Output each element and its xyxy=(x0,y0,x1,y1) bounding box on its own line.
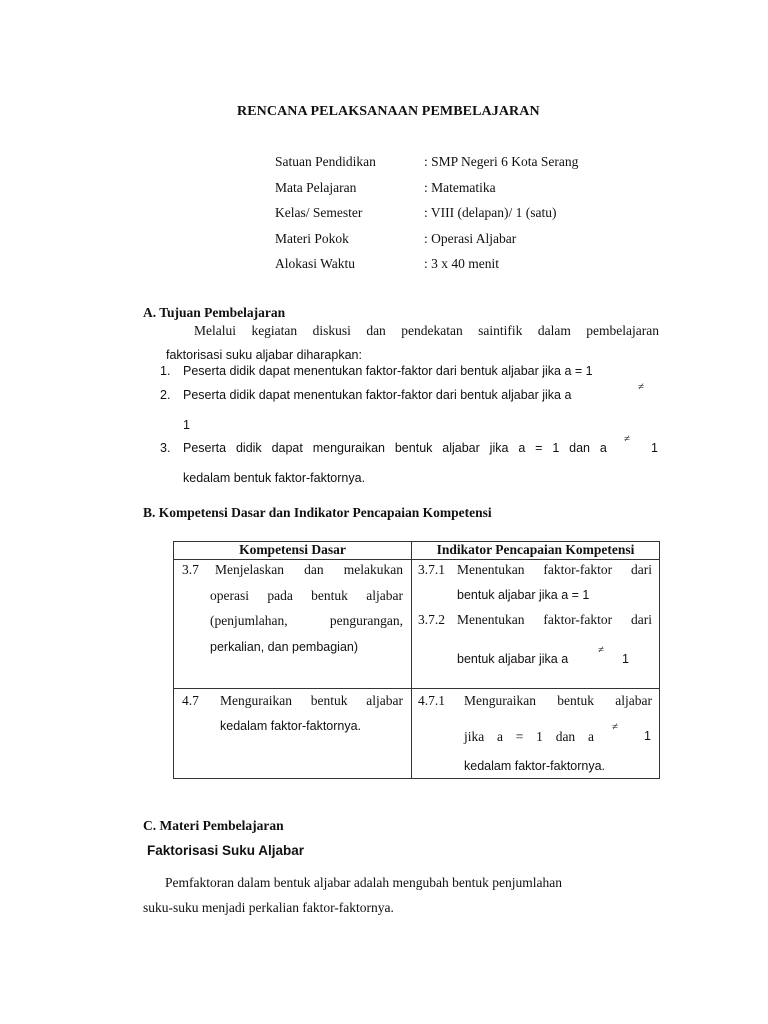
table-header-cell: Indikator Pencapaian Kompetensi xyxy=(412,542,660,560)
section-a-intro-line xyxy=(194,323,659,339)
word: dan xyxy=(569,441,591,455)
word: bentuk xyxy=(310,693,348,708)
word: a xyxy=(587,729,594,744)
indicator-text-end: 1 xyxy=(644,729,651,743)
indicator-number: 4.7.1 xyxy=(418,693,445,708)
indicator-text-line xyxy=(464,693,652,709)
kd-text-line xyxy=(215,562,403,578)
word: Menentukan xyxy=(457,612,525,627)
identity-value: : 3 x 40 menit xyxy=(424,256,499,271)
kd-text-line xyxy=(210,613,403,629)
word: dari xyxy=(631,612,652,627)
list-item-continuation: 1 xyxy=(183,418,190,432)
table-cell xyxy=(174,560,412,689)
word: (penjumlahan, xyxy=(210,613,288,628)
word: Menjelaskan xyxy=(215,562,284,577)
list-item-number: 3. xyxy=(160,441,171,455)
word: aljabar xyxy=(615,693,652,708)
list-item-end: 1 xyxy=(651,441,658,455)
word: = xyxy=(535,441,543,455)
word: Menentukan xyxy=(457,562,525,577)
word: 1 xyxy=(552,441,560,455)
kd-number: 4.7 xyxy=(182,693,199,708)
word: bentuk xyxy=(311,588,348,603)
word: aljabar xyxy=(366,588,403,603)
word: kegiatan xyxy=(251,323,298,338)
word: Menguraikan xyxy=(220,693,292,708)
indicator-text-line xyxy=(457,562,652,578)
section-c-paragraph-line: Pemfaktoran dalam bentuk aljabar adalah mengubah bentuk penjumlahan xyxy=(165,875,562,890)
section-a-heading: A. Tujuan Pembelajaran xyxy=(143,305,286,320)
word: = xyxy=(515,729,524,744)
table-header-cell: Kompetensi Dasar xyxy=(174,542,412,560)
word: diskusi xyxy=(312,323,351,338)
not-equal-sign: ≠ xyxy=(598,644,605,656)
word: jika xyxy=(489,441,509,455)
word: Menguraikan xyxy=(464,693,536,708)
identity-label: Mata Pelajaran xyxy=(275,180,357,195)
word: didik xyxy=(235,441,262,455)
section-a-intro-line2: faktorisasi suku aljabar diharapkan: xyxy=(166,348,362,362)
list-item-text xyxy=(183,441,607,455)
identity-label: Kelas/ Semester xyxy=(275,205,363,220)
table-cell xyxy=(174,689,412,779)
word: aljabar xyxy=(366,693,403,708)
section-c-paragraph-line: suku-suku menjadi perkalian faktor-faktornya. xyxy=(143,900,394,915)
document-title: RENCANA PELAKSANAAN PEMBELAJARAN xyxy=(237,104,540,119)
not-equal-sign: ≠ xyxy=(624,433,631,445)
word: faktor-faktor xyxy=(543,562,613,577)
word: dapat xyxy=(271,441,303,455)
word: pendekatan xyxy=(401,323,463,338)
kd-text-line xyxy=(220,693,403,709)
indicator-text-line xyxy=(457,612,652,628)
not-equal-sign: ≠ xyxy=(638,381,645,393)
indicator-text-line: kedalam faktor-faktornya. xyxy=(464,759,606,773)
word: 1 xyxy=(536,729,543,744)
competency-table xyxy=(173,541,660,779)
word: pembelajaran xyxy=(586,323,659,338)
identity-value: : Matematika xyxy=(424,180,496,195)
indicator-text-line: bentuk aljabar jika a = 1 xyxy=(457,588,590,602)
identity-value: : SMP Negeri 6 Kota Serang xyxy=(424,154,579,169)
word: dari xyxy=(631,562,652,577)
word: dalam xyxy=(537,323,571,338)
list-item-continuation: kedalam bentuk faktor-faktornya. xyxy=(183,471,366,485)
word: pada xyxy=(267,588,293,603)
list-item-text: Peserta didik dapat menentukan faktor-faktor dari bentuk aljabar jika a xyxy=(183,388,572,402)
table-row xyxy=(174,560,660,689)
table-cell xyxy=(412,560,660,689)
word: aljabar xyxy=(442,441,480,455)
list-item-number: 2. xyxy=(160,388,171,402)
identity-label: Alokasi Waktu xyxy=(275,256,356,271)
word: jika xyxy=(464,729,485,744)
identity-label: Satuan Pendidikan xyxy=(275,154,376,169)
word: saintifik xyxy=(478,323,523,338)
word: dan xyxy=(304,562,324,577)
word: dan xyxy=(555,729,576,744)
word: a xyxy=(599,441,607,455)
word: operasi xyxy=(210,588,249,603)
indicator-text-end: 1 xyxy=(622,652,629,666)
word: pengurangan, xyxy=(329,613,403,628)
indicator-text-line xyxy=(464,729,594,745)
identity-value: : VIII (delapan)/ 1 (satu) xyxy=(424,205,557,220)
kd-number: 3.7 xyxy=(182,562,199,577)
list-item-number: 1. xyxy=(160,364,171,378)
identity-value: : Operasi Aljabar xyxy=(424,231,517,246)
word: dan xyxy=(366,323,386,338)
word: Melalui xyxy=(194,323,236,338)
kd-text-line: perkalian, dan pembagian) xyxy=(210,640,359,654)
kd-text-line: kedalam faktor-faktornya. xyxy=(220,719,362,733)
section-b-heading: B. Kompetensi Dasar dan Indikator Pencapaian Kompetensi xyxy=(143,505,492,520)
table-row xyxy=(174,689,660,779)
not-equal-sign: ≠ xyxy=(612,721,619,733)
table-cell xyxy=(412,689,660,779)
word: faktor-faktor xyxy=(543,612,613,627)
indicator-number: 3.7.1 xyxy=(418,562,445,577)
word: melakukan xyxy=(343,562,403,577)
indicator-number: 3.7.2 xyxy=(418,612,445,627)
table-header-row xyxy=(174,542,660,560)
word: a xyxy=(518,441,526,455)
kd-text-line xyxy=(210,588,403,604)
list-item-text: Peserta didik dapat menentukan faktor-faktor dari bentuk aljabar jika a = 1 xyxy=(183,364,593,378)
word: bentuk xyxy=(557,693,594,708)
word: Peserta xyxy=(183,441,227,455)
identity-label: Materi Pokok xyxy=(275,231,349,246)
word: bentuk xyxy=(394,441,433,455)
section-c-heading: C. Materi Pembelajaran xyxy=(143,818,284,833)
word: a xyxy=(497,729,504,744)
section-c-subheading: Faktorisasi Suku Aljabar xyxy=(147,843,305,858)
indicator-text-line: bentuk aljabar jika a xyxy=(457,652,569,666)
word: menguraikan xyxy=(312,441,385,455)
